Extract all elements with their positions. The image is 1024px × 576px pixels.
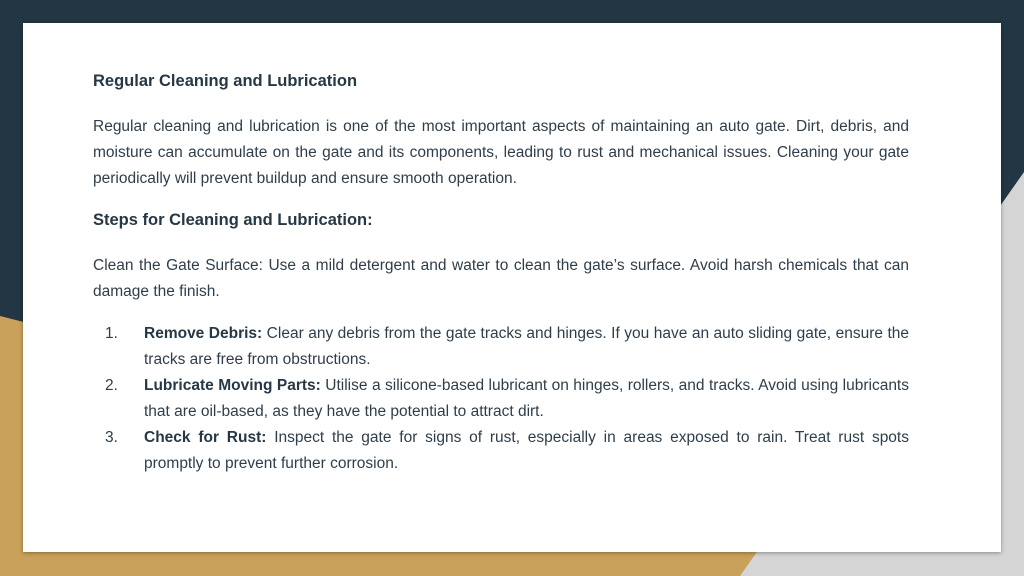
step-number: 2. [105,377,118,394]
content-card [23,23,1001,552]
step-content [144,425,909,477]
step-title: Lubricate Moving Parts: [144,377,321,394]
step-item [93,373,909,425]
steps-heading: Steps for Cleaning and Lubrication: [93,211,373,229]
step-content [144,321,909,373]
section-intro: Regular cleaning and lubrication is one of the most important aspects of maintaining an auto gate. Dirt, debris, and moisture can accumulate on the gate and its components, leading to rust and mechanical issues. Cleaning your gate periodically will prevent buildup and ensure smooth operation. [93,118,909,187]
step-item [93,321,909,373]
section-heading: Regular Cleaning and Lubrication [93,72,358,90]
step-number: 1. [105,325,118,342]
step-description: Clear any debris from the gate tracks and hinges. If you have an auto sliding gate, ensure the tracks are free from obstructions. [144,325,910,368]
step-description: Utilise a silicone-based lubricant on hinges, rollers, and tracks. Avoid using lubricants that are oil-based, as they have the potential to attract dirt. [144,377,909,420]
step-title: Remove Debris: [144,325,263,342]
step-number: 3. [105,429,118,446]
step-content [144,373,909,425]
steps-list [93,321,909,477]
step-item [93,425,909,477]
step-title: Check for Rust: [144,429,267,446]
step-description: Inspect the gate for signs of rust, especially in areas exposed to rain. Treat rust spots promptly to prevent further corrosion. [144,429,909,472]
steps-intro: Clean the Gate Surface: Use a mild detergent and water to clean the gate’s surface. Avoid harsh chemicals that can damage the finish. [93,257,909,300]
